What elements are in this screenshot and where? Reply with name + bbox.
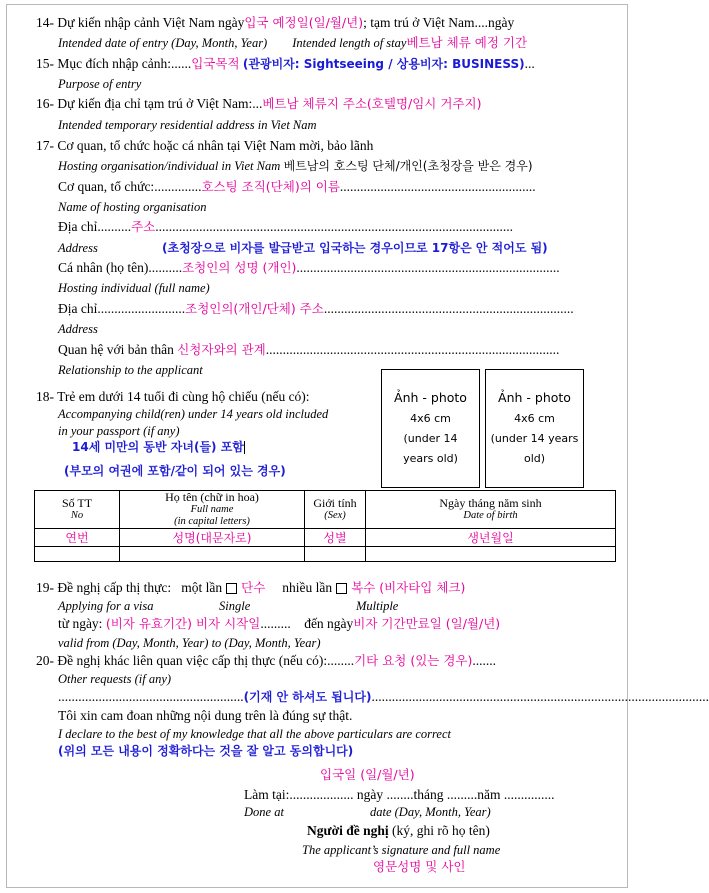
q17-addr-en: Address [58,241,98,255]
header-sex: Giới tính (Sex) [305,491,366,529]
q20-other-requests[interactable]: 기타 요청 (있는 경우) [354,653,473,668]
cell-name[interactable]: 성명(대문자로) [120,529,305,547]
q19-dates-row: từ ngày: (비자 유효기간) 비자 시작일......... đến ngày비자 기간만료일 (일/월/년) [58,616,501,631]
q17-ind-en: Hosting individual (full name) [58,281,210,295]
q18-en1: Accompanying child(ren) under 14 years old included [58,407,329,421]
header-dob: Ngày tháng năm sinh Date of birth [366,491,616,529]
q14-row: 14- Dự kiến nhập cảnh Việt Nam ngày입국 예정일(일/월/년); tạm trú ở Việt Nam....ngày [36,15,515,30]
q17-ind-row: Cá nhân (họ tên)..........조청인의 성명 (개인).............................................................................. [58,260,560,275]
q17-addr-row: Địa chỉ..........주소.......................................................................................................... [58,219,514,234]
q15-en: Purpose of entry [58,77,142,91]
header-name: Họ tên (chữ in hoa) Full name (in capital letters) [120,491,305,529]
table-row [35,547,616,562]
header-no: Số TT No [35,491,120,529]
q17-ind-name[interactable]: 조청인의 성명 (개인) [182,260,297,275]
q19-en-single: Single [219,599,251,613]
q17-rel-row: Quan hệ với bản thân 신청자와의 관계....................................................................................... [58,342,560,357]
q15-purpose[interactable]: 입국목적 [191,56,240,71]
q19-row: 19- Đề nghị cấp thị thực: một lần 단수 nhiều lần 복수 (비자타입 체크) [36,580,466,595]
q20-line: .......................................................(기재 안 하셔도 됩니다).................................................................................................... [58,689,709,704]
q18-en2: in your passport (if any) [58,424,180,438]
q17-addr2-en: Address [58,322,98,336]
table-header-row [35,491,616,529]
q17-org-address[interactable]: 주소 [131,219,156,234]
q18-row: 18- Trẻ em dưới 14 tuổi đi cùng hộ chiếu (nếu có): [36,389,310,404]
q17-org-row: Cơ quan, tổ chức:..............호스팅 조직(단체)의 이름.......................................................... [58,179,536,194]
q18-ko1-row: 14세 미만의 동반 자녀(들) 포함 [72,440,244,454]
q16-row: 16- Dự kiến địa chỉ tạm trú ở Việt Nam:...베트남 체류지 주소(호텔명/임시 거주지) [36,96,482,111]
q16-en: Intended temporary residential address in Viet Nam [58,118,317,132]
cell-sex[interactable]: 성별 [305,529,366,547]
q19-en-row: Applying for a visa [58,599,154,613]
q17-row: 17- Cơ quan, tổ chức hoặc cá nhân tại Việt Nam mời, bảo lãnh [36,138,374,153]
children-table [34,490,616,562]
q14-en: Intended date of entry (Day, Month, Year) Intended length of stay베트남 체류 예정 기간 [58,35,528,50]
photo-box-1[interactable]: Ảnh - photo 4x6 cm (under 14 years old) [381,369,480,488]
text-cursor [244,441,245,454]
q17-addr2-row: Địa chỉ..........................조청인의(개인/단체) 주소.......................................................................... [58,301,574,316]
q17-note: (초청장으로 비자를 발급받고 입국하는 경우이므로 17항은 안 적어도 됨) [162,241,548,255]
applicant-row: Người đề nghị (ký, ghi rõ họ tên) [307,823,490,838]
done-at-en: Done at [244,805,284,819]
place-date-row: Làm tại:................... ngày ........tháng .........năm ............... [244,787,555,802]
applicant-signature[interactable]: 영문성명 및 사인 [373,859,466,874]
date-en: date (Day, Month, Year) [370,805,491,819]
q17-relationship[interactable]: 신청자와의 관계 [177,342,266,357]
q17-en-row: Hosting organisation/individual in Viet Nam 베트남의 호스팅 단체/개인(초청장을 받은 경우) [58,159,533,173]
q19-en-multi: Multiple [356,599,399,613]
declaration-en: I declare to the best of my knowledge that all the above particulars are correct [58,727,451,741]
multiple-visa-checkbox[interactable] [336,583,347,594]
q16-address[interactable]: 베트남 체류지 주소 [262,96,367,111]
q17-ind-address[interactable]: 조청인의(개인/단체) 주소 [185,301,324,316]
q20-en: Other requests (if any) [58,672,172,686]
q19-valid-en: valid from (Day, Month, Year) to (Day, Month, Year) [58,636,321,650]
table-row [35,529,616,547]
signature-date[interactable]: 입국일 (일/월/년) [320,767,415,782]
q18-ko2: (부모의 여권에 포함/같이 되어 있는 경우) [64,464,286,478]
declaration-vi: Tôi xin cam đoan những nội dung trên là đúng sự thật. [58,708,353,723]
visa-end-date[interactable]: 비자 기간만료일 (일/월/년) [353,616,501,631]
photo-box-2[interactable]: Ảnh - photo 4x6 cm (under 14 years old) [485,369,584,488]
q17-org-en: Name of hosting organisation [58,200,207,214]
q14-entry-date[interactable]: 입국 예정일(일/월/년) [244,15,364,30]
applicant-en: The applicant’s signature and full name [302,843,501,857]
cell-no[interactable]: 연번 [35,529,120,547]
visa-start-date[interactable]: (비자 유효기간) 비자 시작일 [105,616,261,631]
q20-row: 20- Đề nghị khác liên quan việc cấp thị thực (nếu có):........기타 요청 (있는 경우)....... [36,653,496,668]
q14-stay-length[interactable]: 베트남 체류 예정 기간 [406,35,528,50]
declaration-ko: (위의 모든 내용이 정확하다는 것을 잘 알고 동의합니다) [58,744,354,758]
q15-row: 15- Mục đích nhập cảnh:......입국목적 (관광비자: Sightseeing / 상용비자: BUSINESS)... [36,56,535,71]
q17-org-name[interactable]: 호스팅 조직(단체)의 이름 [201,179,340,194]
single-visa-checkbox[interactable] [226,583,237,594]
q17-rel-en: Relationship to the applicant [58,363,203,377]
cell-dob[interactable]: 생년월일 [366,529,616,547]
